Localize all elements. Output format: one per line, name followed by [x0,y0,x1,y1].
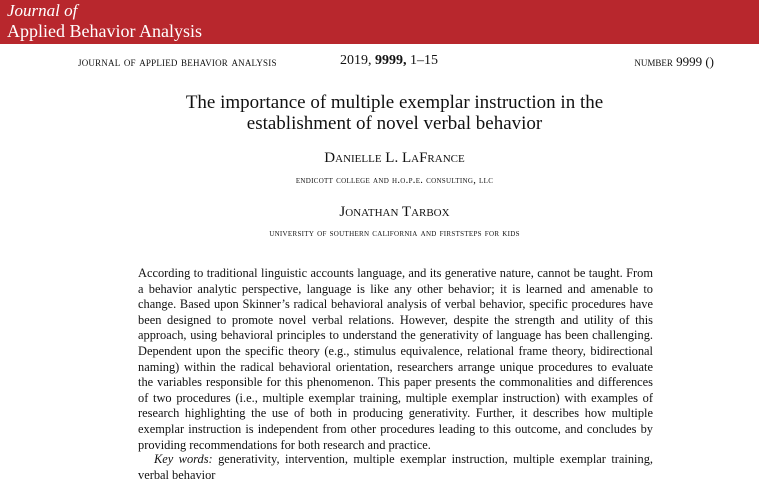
journal-banner-line1: Journal of [7,1,78,20]
abstract: According to traditional linguistic accounts language, and its generative nature, cannot be taught. From a behavior analytic perspective, language is like any other behavior; it is learned and amenable to change. Based upon Skinner’s radical behavioral analysis of verbal behavior, specific procedures have been designed to promote novel verbal relations. However, despite the strength and utility of this approach, using behavioral principles to understand the generativity of language has been challenging. Dependent upon the specific theory (e.g., stimulus equivalence, relational frame theory, bidirectional naming) within the radical behavioral orientation, researchers arrange unique procedures to evaluate the variables responsible for this phenomenon. This paper presents the commonalities and differences of two procedures (i.e., multiple exemplar training, multiple exemplar instruction) with examples of research highlighting the use of both in producing generativity. Further, it describes how multiple exemplar instruction is independent from other procedures leading to this outcome, and concludes by providing recommendations for both research and practice. [138,266,653,452]
author-affiliation: endicott college and h.o.p.e. consulting, llc [295,175,494,186]
running-header-citation [340,53,438,69]
keywords-label: Key words: [154,452,213,466]
running-header-journal: journal of applied behavior analysis [78,54,277,69]
keywords-list: generativity, intervention, multiple exemplar instruction, multiple exemplar training, verbal behavior [138,452,653,482]
running-header-year: 2019, [340,53,372,68]
keywords [138,452,653,483]
article-title-line2: establishment of novel verbal behavior [246,113,543,134]
running-header-volume: 9999, [375,53,407,68]
journal-banner [0,0,759,44]
article-title [0,92,759,134]
author-name: Jonathan Tarbox [339,204,450,220]
article-title-line1: The importance of multiple exemplar instruction in the [185,92,604,113]
running-header [0,54,759,70]
author-name: Danielle L. LaFrance [324,150,465,166]
running-header-pages: 1–15 [410,53,438,68]
running-header-number: number 9999 () [634,54,714,69]
author-affiliation: university of southern california and firststeps for kids [269,228,520,239]
journal-banner-line2: Applied Behavior Analysis [7,21,202,41]
